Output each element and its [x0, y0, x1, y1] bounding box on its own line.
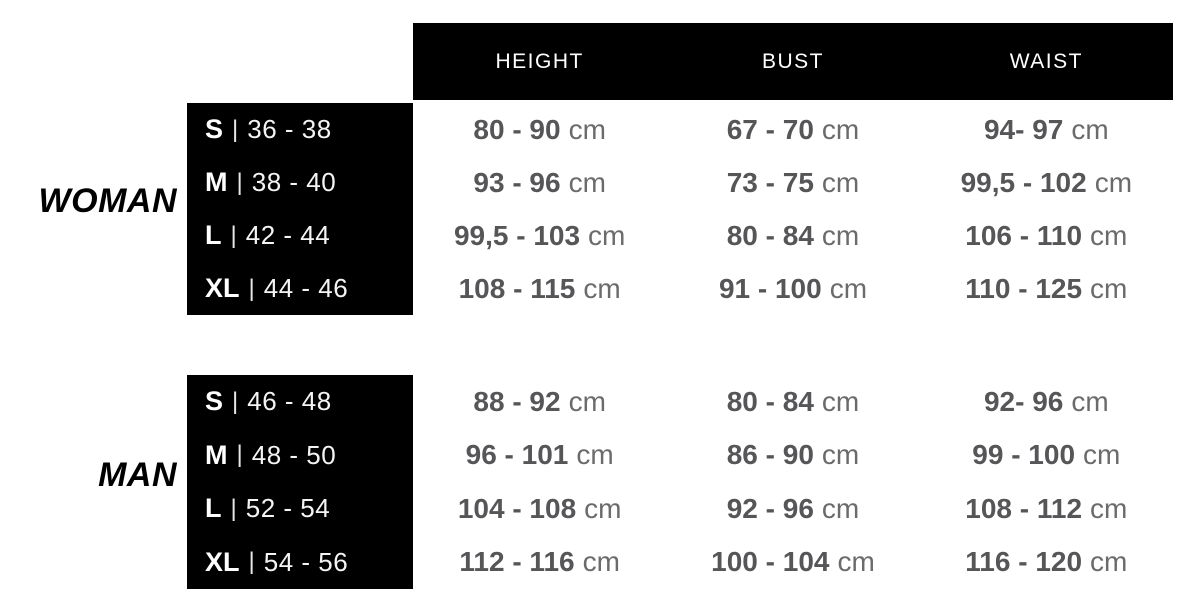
column-header-height: HEIGHT	[495, 49, 584, 73]
value-unit: cm	[821, 492, 860, 524]
size-cell	[187, 482, 413, 536]
size-range: 36 - 38	[247, 114, 332, 144]
size-box-man	[187, 375, 413, 589]
size-cell	[187, 429, 413, 483]
value-unit: cm	[829, 272, 868, 304]
size-separator: |	[232, 387, 239, 415]
value-unit: cm	[576, 439, 614, 471]
value-unit: cm	[568, 113, 606, 145]
value-unit: cm	[821, 166, 860, 198]
size-separator: |	[230, 221, 237, 249]
column-header-bar	[413, 23, 1173, 100]
value-range: 96 - 101	[465, 439, 569, 471]
size-separator: |	[248, 548, 255, 576]
section-label-woman: WOMAN	[38, 181, 177, 220]
value-unit: cm	[1090, 546, 1128, 578]
value-unit: cm	[1090, 272, 1128, 304]
size-separator: |	[236, 168, 243, 196]
value-range: 93 - 96	[473, 166, 561, 198]
size-letter: L	[205, 493, 222, 524]
value-unit: cm	[584, 492, 622, 524]
value-range: 91 - 100	[718, 272, 822, 304]
value-range: 116 - 120	[965, 546, 1083, 578]
value-unit: cm	[821, 219, 860, 251]
size-cell	[187, 209, 413, 262]
value-range: 106 - 110	[965, 219, 1083, 251]
value-unit: cm	[1083, 439, 1121, 471]
column-header-waist: WAIST	[1009, 49, 1083, 73]
value-range: 99 - 100	[972, 439, 1076, 471]
value-range: 112 - 116	[459, 546, 575, 578]
size-separator: |	[232, 115, 239, 143]
value-range: 110 - 125	[965, 272, 1083, 304]
size-separator: |	[248, 274, 255, 302]
size-cell	[187, 156, 413, 209]
height-cell	[413, 156, 666, 209]
size-letter: XL	[205, 546, 240, 577]
bust-cell	[666, 429, 919, 483]
bust-cell	[666, 482, 919, 536]
value-range: 99,5 - 102	[960, 166, 1087, 198]
value-range: 92 - 96	[726, 492, 814, 524]
waist-cell	[920, 262, 1173, 315]
value-range: 80 - 84	[726, 219, 814, 251]
value-range: 104 - 108	[457, 492, 577, 524]
height-cell	[413, 429, 666, 483]
value-unit: cm	[582, 546, 620, 578]
size-cell	[187, 262, 413, 315]
bust-cell	[666, 209, 919, 262]
size-letter: S	[205, 114, 224, 144]
size-separator: |	[236, 441, 243, 469]
height-cell	[413, 262, 666, 315]
value-unit: cm	[821, 113, 860, 145]
value-range: 80 - 90	[473, 113, 561, 145]
height-cell	[413, 209, 666, 262]
size-range: 44 - 46	[263, 273, 349, 303]
value-unit: cm	[568, 166, 606, 198]
waist-cell	[920, 375, 1173, 429]
data-grid-man	[413, 375, 1173, 589]
height-cell	[413, 536, 666, 590]
value-range: 67 - 70	[726, 113, 814, 145]
size-separator: |	[230, 494, 237, 522]
value-range: 99,5 - 103	[453, 219, 581, 251]
value-range: 108 - 115	[458, 272, 576, 304]
height-cell	[413, 375, 666, 429]
value-unit: cm	[821, 385, 860, 417]
size-range: 52 - 54	[245, 493, 331, 524]
waist-cell	[920, 429, 1173, 483]
value-unit: cm	[583, 272, 621, 304]
value-unit: cm	[588, 219, 626, 251]
value-unit: cm	[568, 385, 606, 417]
value-range: 86 - 90	[726, 439, 814, 471]
value-range: 108 - 112	[965, 492, 1083, 524]
data-grid-woman	[413, 103, 1173, 315]
value-range: 80 - 84	[726, 385, 814, 417]
value-unit: cm	[1090, 492, 1128, 524]
value-range: 100 - 104	[711, 546, 830, 578]
value-unit: cm	[1071, 385, 1109, 417]
size-box-woman	[187, 103, 413, 315]
waist-cell	[920, 156, 1173, 209]
size-letter: M	[205, 439, 228, 470]
size-letter: M	[205, 167, 228, 197]
value-range: 92- 96	[983, 385, 1064, 417]
height-cell	[413, 103, 666, 156]
section-label-man: MAN	[98, 455, 177, 494]
size-range: 46 - 48	[247, 386, 332, 417]
bust-cell	[666, 536, 919, 590]
value-unit: cm	[837, 546, 875, 578]
bust-cell	[666, 156, 919, 209]
size-range: 42 - 44	[245, 220, 331, 250]
size-cell	[187, 536, 413, 590]
size-cell	[187, 103, 413, 156]
bust-cell	[666, 375, 919, 429]
waist-cell	[920, 482, 1173, 536]
size-range: 38 - 40	[251, 167, 337, 197]
size-cell	[187, 375, 413, 429]
value-unit: cm	[821, 439, 860, 471]
value-range: 88 - 92	[473, 385, 561, 417]
waist-cell	[920, 209, 1173, 262]
size-range: 54 - 56	[263, 546, 349, 577]
bust-cell	[666, 262, 919, 315]
size-letter: S	[205, 386, 224, 417]
value-range: 94- 97	[983, 113, 1064, 145]
bust-cell	[666, 103, 919, 156]
height-cell	[413, 482, 666, 536]
waist-cell	[920, 103, 1173, 156]
column-header-bust: BUST	[761, 49, 824, 73]
waist-cell	[920, 536, 1173, 590]
size-range: 48 - 50	[251, 439, 337, 470]
value-unit: cm	[1071, 113, 1109, 145]
value-unit: cm	[1090, 219, 1128, 251]
size-letter: XL	[205, 273, 240, 303]
value-unit: cm	[1094, 166, 1133, 198]
value-range: 73 - 75	[726, 166, 814, 198]
size-letter: L	[205, 220, 222, 250]
